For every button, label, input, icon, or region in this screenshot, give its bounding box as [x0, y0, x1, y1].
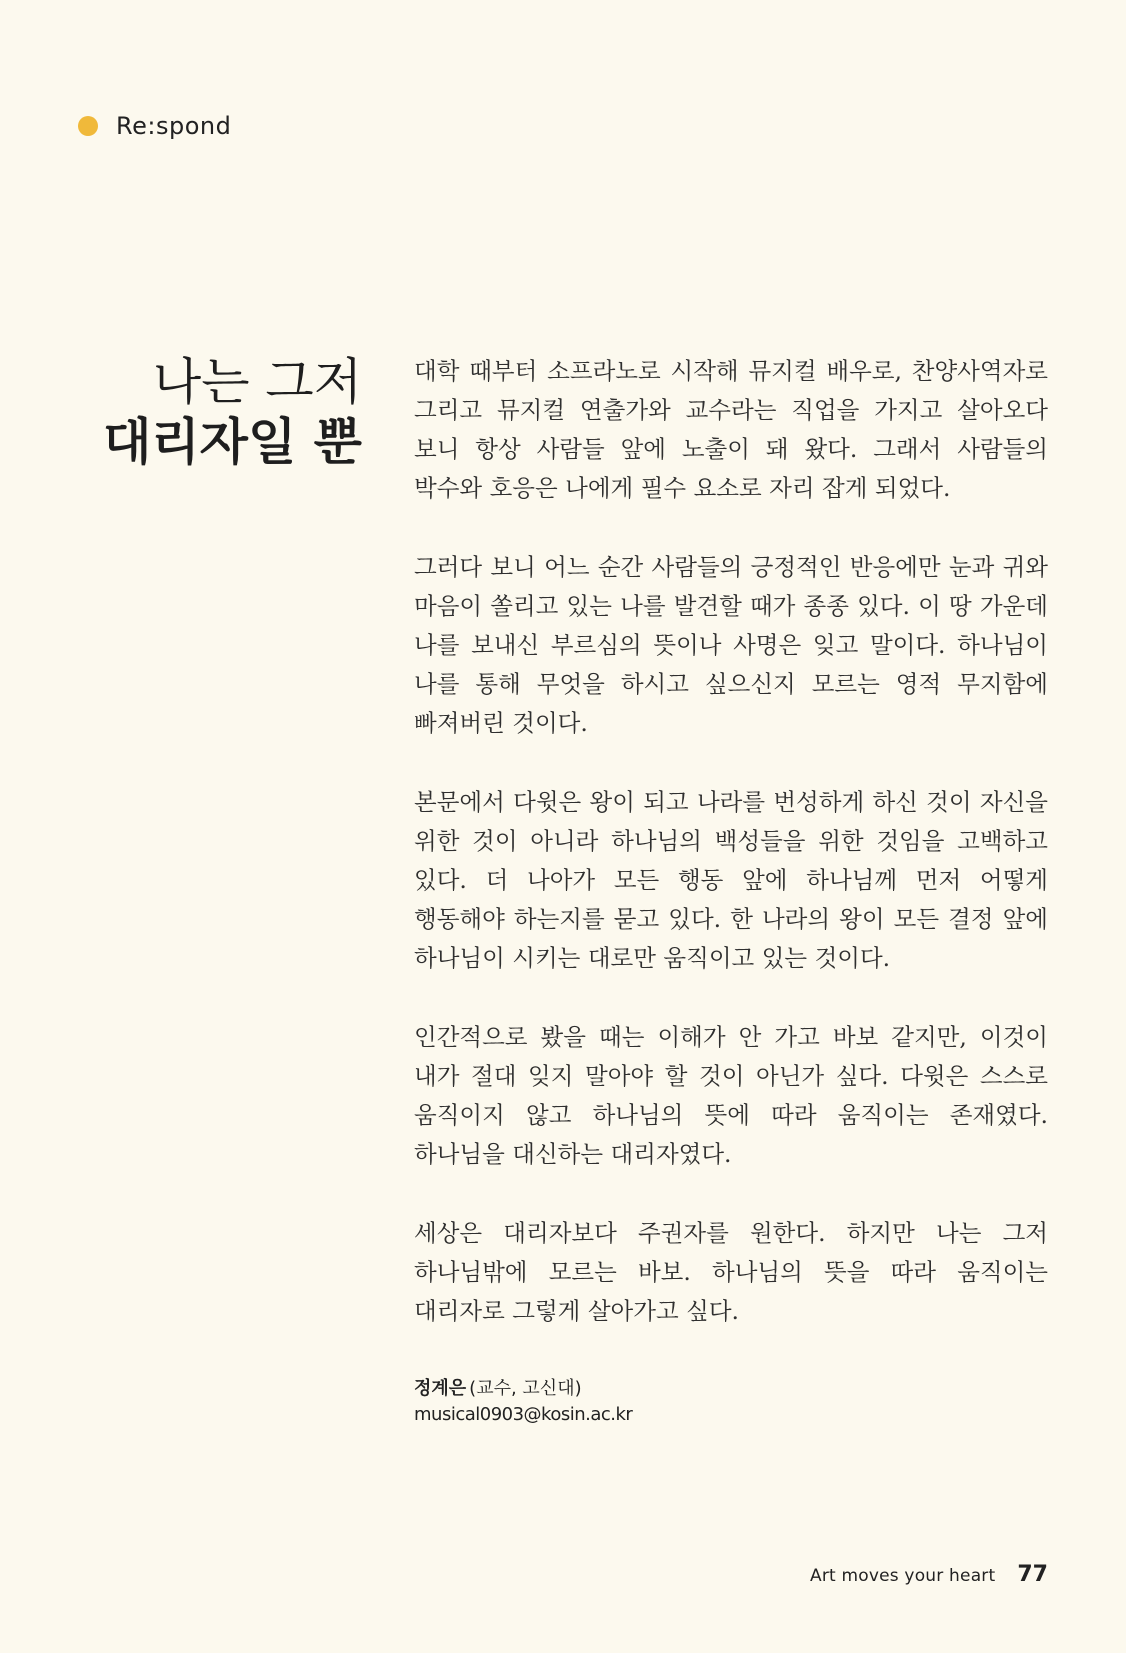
footer-tagline: Art moves your heart [810, 1566, 996, 1586]
paragraph: 본문에서 다윗은 왕이 되고 나라를 번성하게 하신 것이 자신을 위한 것이 아니라 하나님의 백성들을 위한 것임을 고백하고 있다. 더 나아가 모든 행동 앞에 하나님께 먼저 어떻게 행동해야 하는지를 묻고 있다. 한 나라의 왕이 모든 결정 앞에 하나님이 시키는 대로만 움직이고 있는 것이다. [414, 788, 1048, 972]
author-credit [414, 1376, 632, 1428]
title-line-1: 나는 그저 [152, 353, 362, 411]
page-footer [810, 1562, 1048, 1587]
section-dot-icon [78, 116, 98, 136]
paragraph: 세상은 대리자보다 주권자를 원한다. 하지만 나는 그저 하나님밖에 모르는 바보. 하나님의 뜻을 따라 움직이는 대리자로 그렇게 살아가고 싶다. [414, 1219, 1048, 1325]
paragraph: 대학 때부터 소프라노로 시작해 뮤지컬 배우로, 찬양사역자로 그리고 뮤지컬 연출가와 교수라는 직업을 가지고 살아오다 보니 항상 사람들 앞에 노출이 돼 왔다. 그래서 사람들의 박수와 호응은 나에게 필수 요소로 자리 잡게 되었다. [414, 357, 1048, 502]
article-body [414, 352, 1048, 1371]
author-email: musical0903@kosin.ac.kr [414, 1404, 633, 1425]
section-tag [78, 112, 231, 140]
author-affiliation: (교수, 고신대) [469, 1378, 582, 1399]
section-label: Re:spond [116, 112, 232, 140]
article-title [103, 352, 362, 472]
author-name: 정계은 [414, 1378, 467, 1399]
page-number: 77 [1017, 1562, 1048, 1587]
paragraph: 그러다 보니 어느 순간 사람들의 긍정적인 반응에만 눈과 귀와 마음이 쏠리고 있는 나를 발견할 때가 종종 있다. 이 땅 가운데 나를 보내신 부르심의 뜻이나 사명은 잊고 말이다. 하나님이 나를 통해 무엇을 하시고 싶으신지 모르는 영적 무지함에 빠져버린 것이다. [414, 553, 1048, 737]
title-line-2: 대리자일 뿐 [103, 412, 362, 471]
paragraph: 인간적으로 봤을 때는 이해가 안 가고 바보 같지만, 이것이 내가 절대 잊지 말아야 할 것이 아닌가 싶다. 다윗은 스스로 움직이지 않고 하나님의 뜻에 따라 움직이는 존재였다. 하나님을 대신하는 대리자였다. [414, 1023, 1048, 1168]
